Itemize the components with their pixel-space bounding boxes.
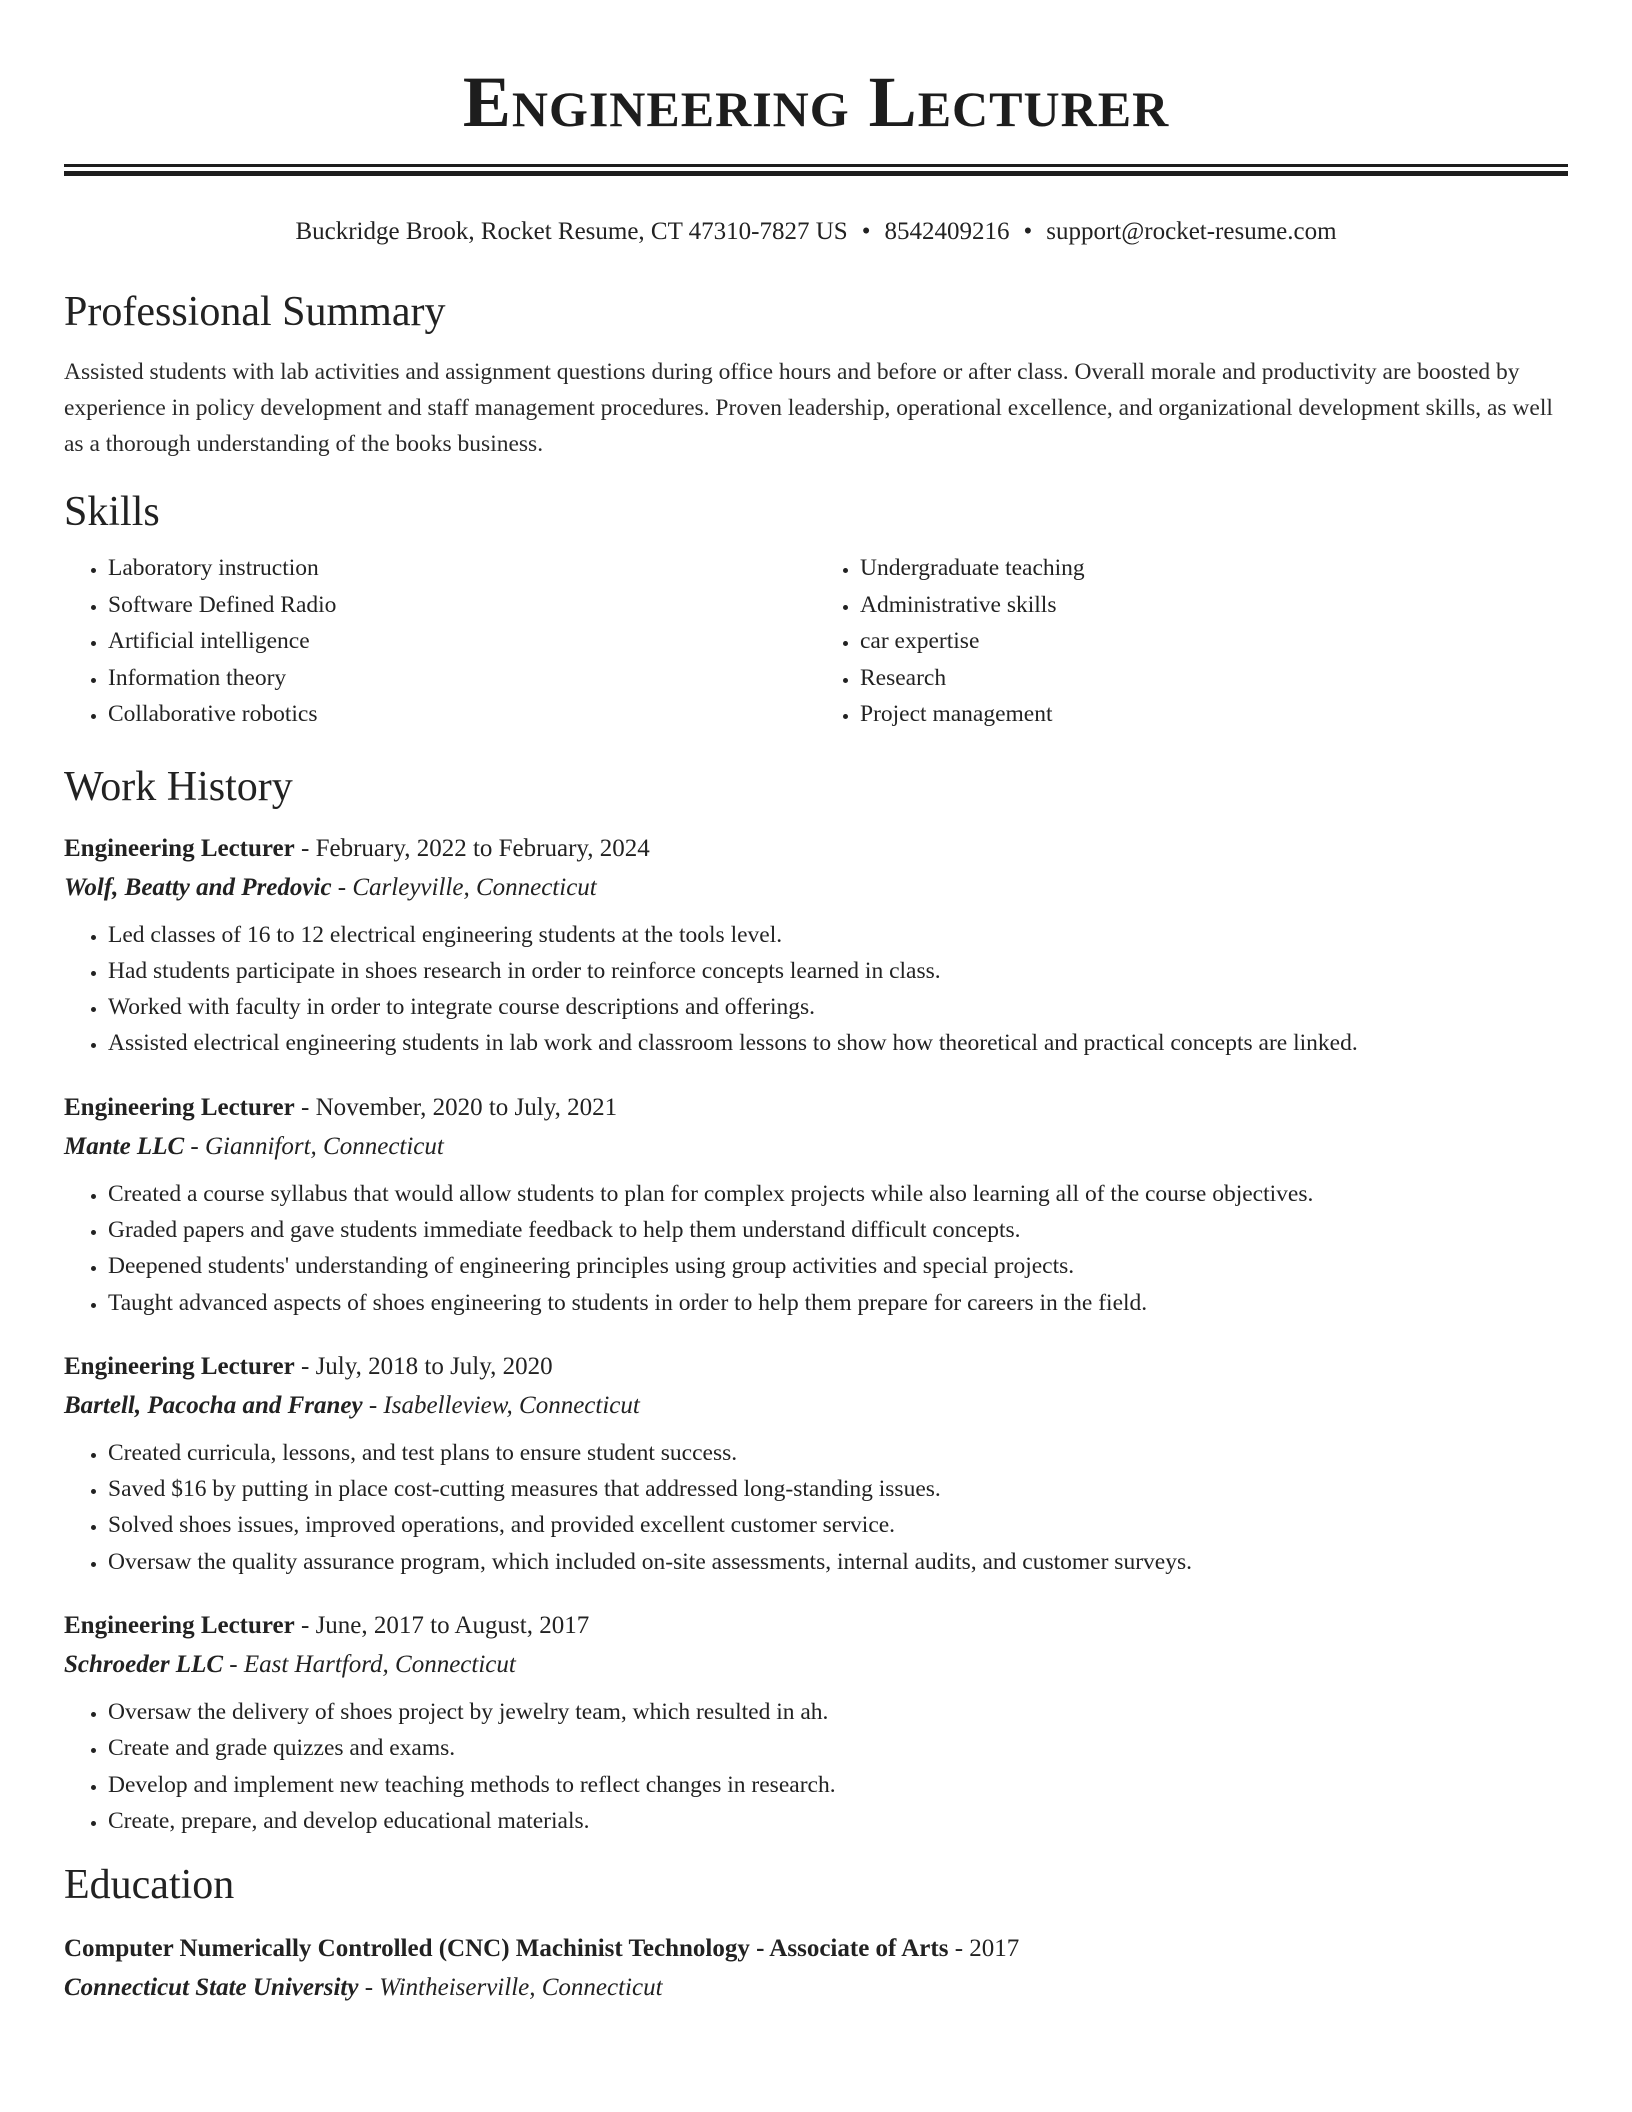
contact-address: Buckridge Brook, Rocket Resume, CT 47310-7827 US: [295, 218, 848, 245]
job-title-line: [64, 829, 1568, 868]
duty-item: • Oversaw the quality assurance program, which included on-site assessments, internal audits, and customer surveys.: [108, 1544, 1568, 1580]
degree-year: - 2017: [948, 1935, 1020, 1963]
duty-item: • Deepened students' understanding of engineering principles using group activities and special projects.: [108, 1248, 1568, 1284]
skill-item: • Information theory: [108, 660, 816, 697]
title-divider: [64, 164, 1568, 176]
duty-list: [64, 1176, 1568, 1321]
job-title: Engineering Lecturer: [64, 1093, 295, 1121]
education-entry: [64, 1929, 1568, 2007]
contact-phone: 8542409216: [884, 218, 1010, 245]
employer-location: - Carleyville, Connecticut: [331, 873, 597, 901]
duty-item: • Develop and implement new teaching methods to reflect changes in research.: [108, 1767, 1568, 1803]
job-title: Engineering Lecturer: [64, 834, 295, 862]
work-history-heading: Work History: [64, 763, 293, 810]
summary-heading: Professional Summary: [64, 289, 446, 335]
job-entry: [64, 1347, 1568, 1580]
employer-location: - East Hartford, Connecticut: [223, 1651, 516, 1679]
skill-item: • car expertise: [860, 623, 1568, 660]
skill-item: • Project management: [860, 696, 1568, 733]
duty-item: • Create and grade quizzes and exams.: [108, 1730, 1568, 1766]
duty-list: [64, 1694, 1568, 1839]
job-entry: [64, 1088, 1568, 1321]
duty-item: • Had students participate in shoes research in order to reinforce concepts learned in class.: [108, 953, 1568, 989]
skills-list: [64, 550, 1568, 733]
contact-separator: •: [1023, 218, 1033, 245]
duty-item: • Created a course syllabus that would allow students to plan for complex projects while also learning all of the course objectives.: [108, 1176, 1568, 1212]
employer-line: [64, 1645, 1568, 1684]
skill-item: • Research: [860, 660, 1568, 697]
contact-email: support@rocket-resume.com: [1046, 218, 1337, 245]
job-entry: [64, 829, 1568, 1062]
job-dates: - November, 2020 to July, 2021: [294, 1093, 618, 1121]
skills-column-right: [816, 550, 1568, 733]
employer-name: Bartell, Pacocha and Franey: [64, 1391, 363, 1419]
job-dates: - July, 2018 to July, 2020: [294, 1352, 553, 1380]
skill-item: • Laboratory instruction: [108, 550, 816, 587]
employer-line: [64, 868, 1568, 907]
duty-item: • Create, prepare, and develop educational materials.: [108, 1803, 1568, 1839]
duty-item: • Created curricula, lessons, and test plans to ensure student success.: [108, 1435, 1568, 1471]
duty-item: • Solved shoes issues, improved operations, and provided excellent customer service.: [108, 1507, 1568, 1543]
employer-name: Wolf, Beatty and Predovic: [64, 873, 332, 901]
duty-item: • Worked with faculty in order to integrate course descriptions and offerings.: [108, 989, 1568, 1025]
employer-line: [64, 1127, 1568, 1166]
education-heading: Education: [64, 1862, 235, 1909]
employer-line: [64, 1386, 1568, 1425]
school-name: Connecticut State University: [64, 1974, 359, 2002]
job-dates: - February, 2022 to February, 2024: [294, 834, 650, 862]
degree-name: Computer Numerically Controlled (CNC) Machinist Technology - Associate of Arts: [64, 1935, 949, 1963]
duty-list: [64, 917, 1568, 1062]
duty-item: • Graded papers and gave students immediate feedback to help them understand difficult concepts.: [108, 1212, 1568, 1248]
job-entry: [64, 1606, 1568, 1839]
school-location: - Wintheiserville, Connecticut: [358, 1974, 663, 2002]
skill-item: • Collaborative robotics: [108, 696, 816, 733]
job-title: Engineering Lecturer: [64, 1612, 295, 1640]
skills-heading: Skills: [64, 489, 160, 535]
duty-item: • Saved $16 by putting in place cost-cutting measures that addressed long-standing issues.: [108, 1471, 1568, 1507]
school-line: [64, 1968, 1568, 2007]
employer-name: Mante LLC: [64, 1132, 185, 1160]
skill-item: • Artificial intelligence: [108, 623, 816, 660]
employer-name: Schroeder LLC: [64, 1651, 224, 1679]
job-dates: - June, 2017 to August, 2017: [294, 1612, 590, 1640]
duty-item: • Taught advanced aspects of shoes engineering to students in order to help them prepare for careers in the field.: [108, 1285, 1568, 1321]
skill-item: • Undergraduate teaching: [860, 550, 1568, 587]
duty-item: • Assisted electrical engineering students in lab work and classroom lessons to show how theoretical and practical concepts are linked.: [108, 1025, 1568, 1061]
job-title-line: [64, 1088, 1568, 1127]
duty-item: • Oversaw the delivery of shoes project by jewelry team, which resulted in ah.: [108, 1694, 1568, 1730]
skills-column-left: [64, 550, 816, 733]
resume-title: Engineering Lecturer: [462, 62, 1170, 142]
contact-separator: •: [861, 218, 871, 245]
skill-item: • Administrative skills: [860, 587, 1568, 624]
duty-item: • Led classes of 16 to 12 electrical engineering students at the tools level.: [108, 917, 1568, 953]
employer-location: - Isabelleview, Connecticut: [362, 1391, 640, 1419]
summary-text: Assisted students with lab activities and assignment questions during office hours and before or after class. Overall morale and productivity are boosted by experience in policy development and staff management procedures. Proven leadership, operational excellence, and organizational development skills, as well as a thorough understanding of the books business.: [64, 359, 1553, 457]
skill-item: • Software Defined Radio: [108, 587, 816, 624]
job-title: Engineering Lecturer: [64, 1352, 295, 1380]
job-title-line: [64, 1347, 1568, 1386]
degree-line: [64, 1929, 1568, 1968]
employer-location: - Giannifort, Connecticut: [184, 1132, 444, 1160]
duty-list: [64, 1435, 1568, 1580]
job-title-line: [64, 1606, 1568, 1645]
contact-line: [64, 216, 1568, 248]
